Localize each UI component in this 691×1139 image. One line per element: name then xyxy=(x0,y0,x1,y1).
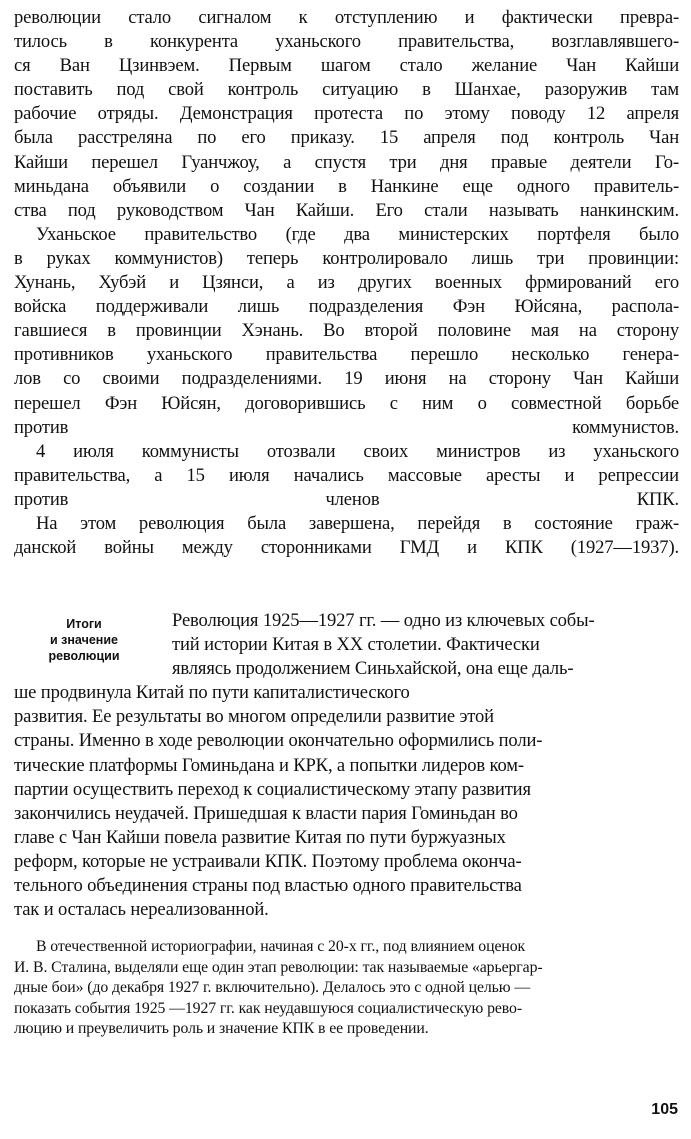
text-line: тилось в конкурента уханьского правительства, возглавлявшего- xyxy=(14,31,679,53)
text-line: ства под руководством Чан Кайши. Его стали называть нанкинским. xyxy=(14,199,679,221)
text-line: Революция 1925—1927 гг. — одно из ключевых собы- xyxy=(172,610,595,631)
text-line: ше продвинула Китай по пути капиталистического xyxy=(14,682,410,704)
paragraph-3 xyxy=(14,440,679,512)
text-line: реформ, которые не устраивали КПК. Поэтому проблема оконча- xyxy=(14,850,522,872)
text-line: ся Ван Цзинвэем. Первым шагом стало желание Чан Кайши xyxy=(14,55,679,77)
margin-heading-line: революции xyxy=(48,649,120,663)
margin-heading-line: и значение xyxy=(50,633,118,647)
text-line: дные бои» (до декабря 1927 г. включительно). Делалось это с одной целью — xyxy=(14,979,531,997)
text-line: тические платформы Гоминьдана и КРК, а попытки лидеров ком- xyxy=(14,754,524,776)
text-line: революции стало сигналом к отступлению и фактически превра- xyxy=(14,7,679,28)
paragraph-4 xyxy=(14,512,679,560)
note-section xyxy=(14,937,679,1040)
text-line: страны. Именно в ходе революции окончательно оформились поли- xyxy=(14,730,543,752)
text-line: рабочие отряды. Демонстрация протеста по этому поводу 12 апреля xyxy=(14,103,679,125)
text-line: гавшиеся в провинции Хэнань. Во второй половине мая на сторону xyxy=(14,320,679,342)
text-line: поставить под свой контроль ситуацию в Шанхае, разоружив там xyxy=(14,79,679,101)
text-line: данской войны между сторонниками ГМД и КПК (1927—1937). xyxy=(14,537,679,559)
text-line: показать события 1925 —1927 гг. как неудавшуюся социалистическую рево- xyxy=(14,999,522,1017)
page-number: 105 xyxy=(651,1101,678,1118)
text-line: В отечественной историографии, начиная с 20-х гг., под влиянием оценок xyxy=(36,938,526,955)
text-line: Хунань, Хубэй и Цзянси, а из других военных фрмирований его xyxy=(14,272,679,294)
text-line: тельного объединения страны под властью одного правительства xyxy=(14,875,522,897)
note-paragraph xyxy=(14,937,679,1040)
text-line: лов со своими подразделениями. 19 июня на сторону Чан Кайши xyxy=(14,368,679,390)
text-line: люцию и преувеличить роль и значение КПК в ее проведении. xyxy=(14,1020,429,1038)
text-line: Кайши перешел Гуанчжоу, а спустя три дня правые деятели Го- xyxy=(14,151,679,173)
text-line: закончились неудачей. Пришедшая к власти пария Гоминьдан во xyxy=(14,802,518,824)
text-line: И. В. Сталина, выделяли еще один этап революции: так называемые «арьергар- xyxy=(14,958,543,976)
text-line: партии осуществить переход к социалистическому этапу развития xyxy=(14,778,531,800)
text-line: На этом революция была завершена, перейдя в состояние граж- xyxy=(36,512,679,534)
text-line: тий истории Китая в XX столетии. Фактически xyxy=(172,634,540,656)
paragraph-2 xyxy=(14,223,679,440)
main-text xyxy=(14,6,679,560)
text-line: 4 июля коммунисты отозвали своих министров из уханьского xyxy=(36,440,679,462)
text-line: в руках коммунистов) теперь контролировало лишь три провинции: xyxy=(14,247,679,269)
margin-heading-line: Итоги xyxy=(66,617,102,631)
text-line: была расстреляна по его приказу. 15 апреля под контроль Чан xyxy=(14,127,679,149)
text-line: против членов КПК. xyxy=(14,488,679,510)
text-line: противников уханьского правительства перешло несколько генера- xyxy=(14,344,679,366)
text-line: являясь продолжением Синьхайской, она еще даль- xyxy=(172,658,574,680)
text-line: войска поддерживали лишь подразделения Фэн Юйсяна, распола- xyxy=(14,296,679,318)
text-line: Уханьское правительство (где два министерских портфеля было xyxy=(36,223,679,245)
paragraph-1 xyxy=(14,6,679,223)
text-line: развития. Ее результаты во многом определили развитие этой xyxy=(14,706,494,728)
text-line: так и осталась нереализованной. xyxy=(14,899,269,921)
text-line: перешел Фэн Юйсян, договорившись с ним о совместной борьбе xyxy=(14,392,679,414)
text-line: главе с Чан Кайши повела развитие Китая по пути буржуазных xyxy=(14,826,506,848)
text-line: против коммунистов. xyxy=(14,416,679,438)
margin-heading xyxy=(14,609,154,664)
text-line: правительства, а 15 июля начались массовые аресты и репрессии xyxy=(14,464,679,486)
text-line: миньдана объявили о создании в Нанкине еще одного правитель- xyxy=(14,175,679,197)
summary-section xyxy=(14,609,679,922)
